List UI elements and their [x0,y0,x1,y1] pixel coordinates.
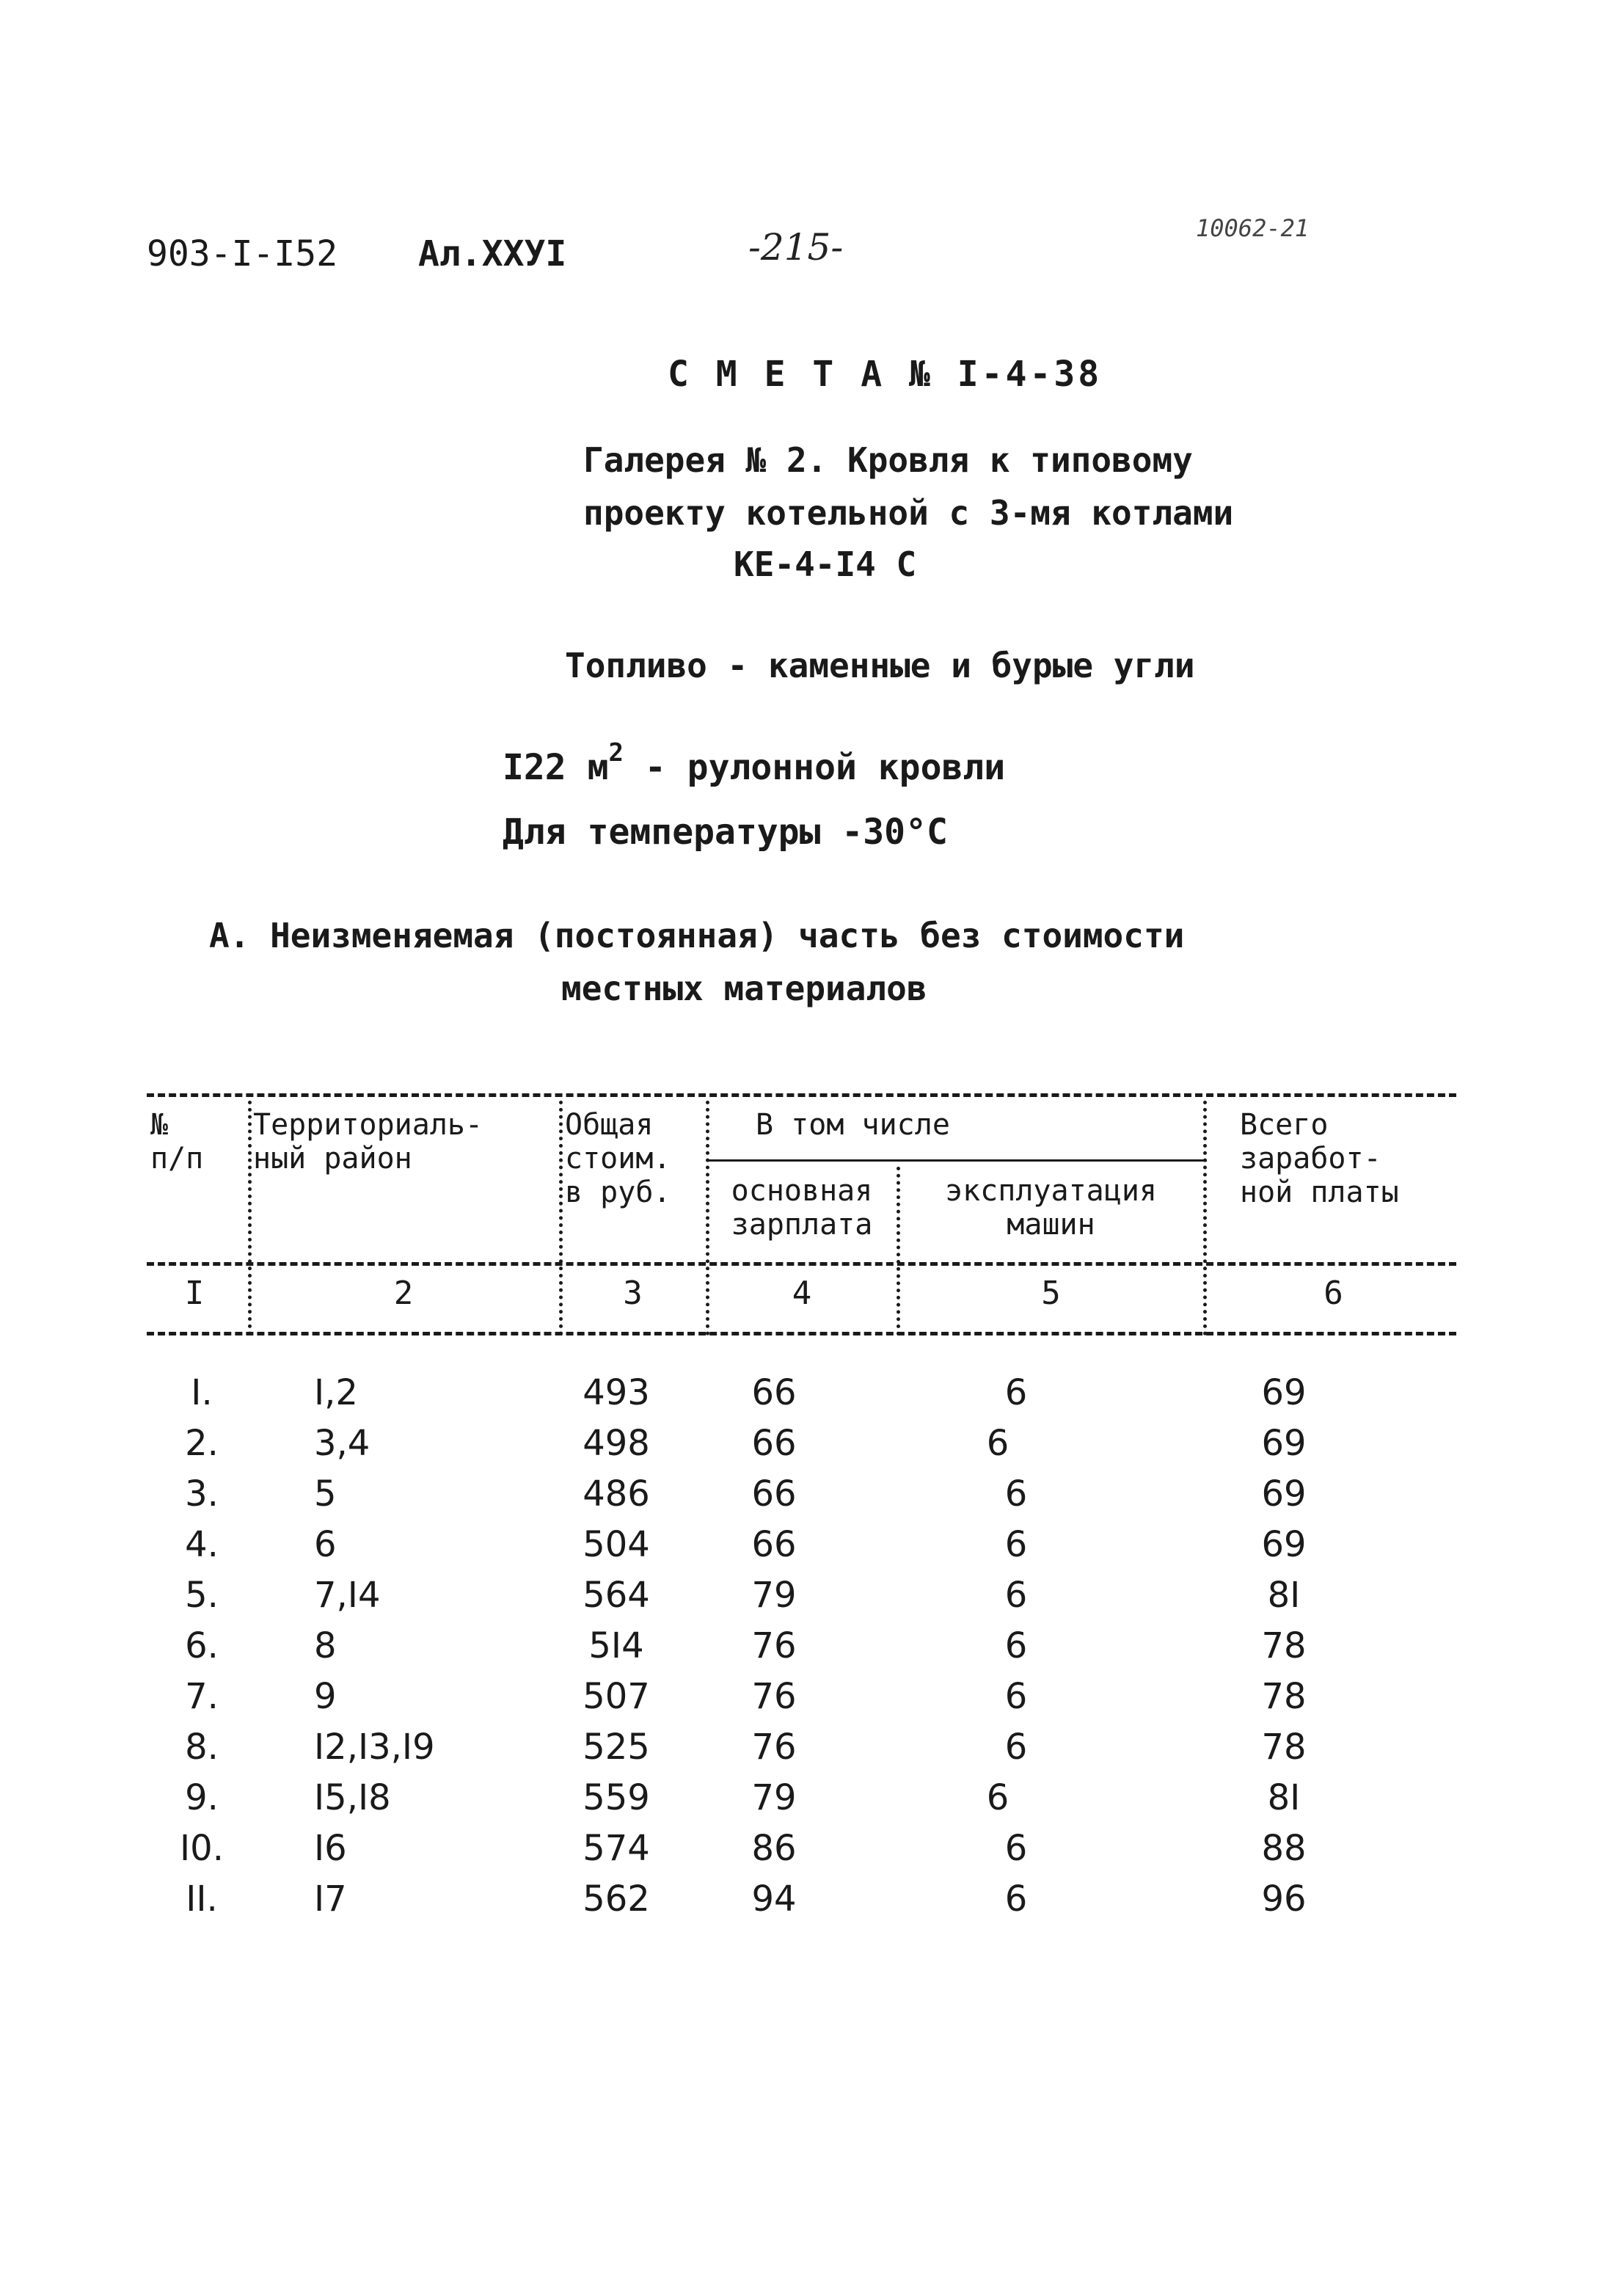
page-number: -215- [748,226,844,269]
header-total-cost: Общая стоим. в руб. [565,1108,671,1209]
total-cost: 504 [583,1524,650,1565]
total-wages: 78 [1261,1625,1307,1666]
header-number: № п/п [150,1108,204,1176]
roof-area-value: I22 м [503,747,609,788]
base-wage: 79 [751,1575,797,1616]
table-top-rule [147,1093,1456,1097]
total-cost: 559 [583,1777,650,1818]
total-wages: 96 [1261,1878,1307,1920]
title-line-3: КЕ-4-I4 С [734,544,917,584]
district: 9 [314,1676,337,1717]
row-number: 9. [185,1777,219,1818]
total-cost: 498 [583,1423,650,1464]
total-wages: 69 [1261,1372,1307,1413]
column-number-6: 6 [1323,1275,1343,1312]
district: I6 [314,1828,347,1869]
base-wage: 66 [751,1423,797,1464]
column-number-3: 3 [623,1275,643,1312]
column-divider-5 [1203,1101,1207,1335]
district: I,2 [314,1372,358,1413]
column-number-4: 4 [792,1275,812,1312]
temperature-line: Для температуры -30°С [503,812,948,853]
base-wage: 66 [751,1372,797,1413]
total-wages: 78 [1261,1727,1307,1768]
section-title-line-1: А. Неизменяемая (постоянная) часть без стоимости [209,916,1185,955]
roof-area-line [503,738,1006,788]
header-bottom-rule [147,1262,1456,1266]
machine-operation: 6 [1004,1524,1028,1565]
district: 3,4 [314,1423,370,1464]
row-number: 8. [185,1727,219,1768]
base-wage: 86 [751,1828,797,1869]
district: I7 [314,1878,347,1920]
row-number: 7. [185,1676,219,1717]
district: 8 [314,1625,337,1666]
total-wages: 69 [1261,1423,1307,1464]
row-number: 3. [185,1473,219,1515]
machine-operation: 6 [1004,1828,1028,1869]
base-wage: 94 [751,1878,797,1920]
column-number-1: I [184,1275,205,1312]
total-wages: 8I [1267,1575,1301,1616]
machine-operation: 6 [1004,1878,1028,1920]
row-number: 5. [185,1575,219,1616]
section-title-line-2: местных материалов [561,969,927,1008]
header-machine-operation: эксплуатация машин [945,1174,1157,1242]
roof-area-exponent: 2 [608,738,624,768]
column-numbers-rule [147,1332,1456,1335]
machine-operation: 6 [1004,1676,1028,1717]
title-line-1: Галерея № 2. Кровля к типовому [583,440,1193,480]
row-number: I. [191,1372,213,1413]
district: I5,I8 [314,1777,391,1818]
column-divider-4 [897,1167,900,1335]
total-wages: 78 [1261,1676,1307,1717]
row-number: I0. [180,1828,224,1869]
district: 7,I4 [314,1575,381,1616]
base-wage: 76 [751,1676,797,1717]
district: 6 [314,1524,337,1565]
total-wages: 69 [1261,1524,1307,1565]
column-divider-2 [559,1101,563,1335]
total-wages: 8I [1267,1777,1301,1818]
total-cost: 525 [583,1727,650,1768]
machine-operation: 6 [1004,1727,1028,1768]
estimate-heading: С М Е Т А № I-4-38 [668,354,1103,395]
machine-operation: 6 [986,1777,1009,1818]
machine-operation: 6 [986,1423,1009,1464]
machine-operation: 6 [1004,1625,1028,1666]
column-number-5: 5 [1041,1275,1061,1312]
total-cost: 564 [583,1575,650,1616]
group-underline [708,1159,1207,1162]
row-number: II. [186,1878,218,1920]
machine-operation: 6 [1004,1575,1028,1616]
total-cost: 493 [583,1372,650,1413]
column-divider-3 [706,1101,709,1335]
column-divider-1 [248,1101,252,1335]
header-territorial-district: Территориаль- ный район [253,1108,483,1176]
fuel-line: Топливо - каменные и бурые угли [565,646,1195,685]
district: 5 [314,1473,337,1515]
base-wage: 66 [751,1473,797,1515]
roof-area-text: - рулонной кровли [623,747,1006,788]
total-wages: 88 [1261,1828,1307,1869]
album-number: Ал.XXУI [418,233,567,274]
machine-operation: 6 [1004,1372,1028,1413]
title-line-2: проекту котельной с 3-мя котлами [583,493,1234,533]
district: I2,I3,I9 [314,1727,435,1768]
corner-note: 10062-21 [1196,214,1310,242]
base-wage: 76 [751,1727,797,1768]
document-code: 903-I-I52 [147,233,338,274]
row-number: 2. [185,1423,219,1464]
header-base-wage: основная зарплата [731,1174,873,1242]
base-wage: 76 [751,1625,797,1666]
header-total-wages: Всего заработ- ной платы [1240,1108,1399,1209]
machine-operation: 6 [1004,1473,1028,1515]
row-number: 6. [185,1625,219,1666]
header-including-group: В том числе [756,1108,950,1142]
total-cost: 507 [583,1676,650,1717]
column-number-2: 2 [393,1275,414,1312]
total-cost: 486 [583,1473,650,1515]
total-cost: 562 [583,1878,650,1920]
row-number: 4. [185,1524,219,1565]
base-wage: 79 [751,1777,797,1818]
total-cost: 574 [583,1828,650,1869]
total-cost: 5I4 [588,1625,644,1666]
total-wages: 69 [1261,1473,1307,1515]
base-wage: 66 [751,1524,797,1565]
